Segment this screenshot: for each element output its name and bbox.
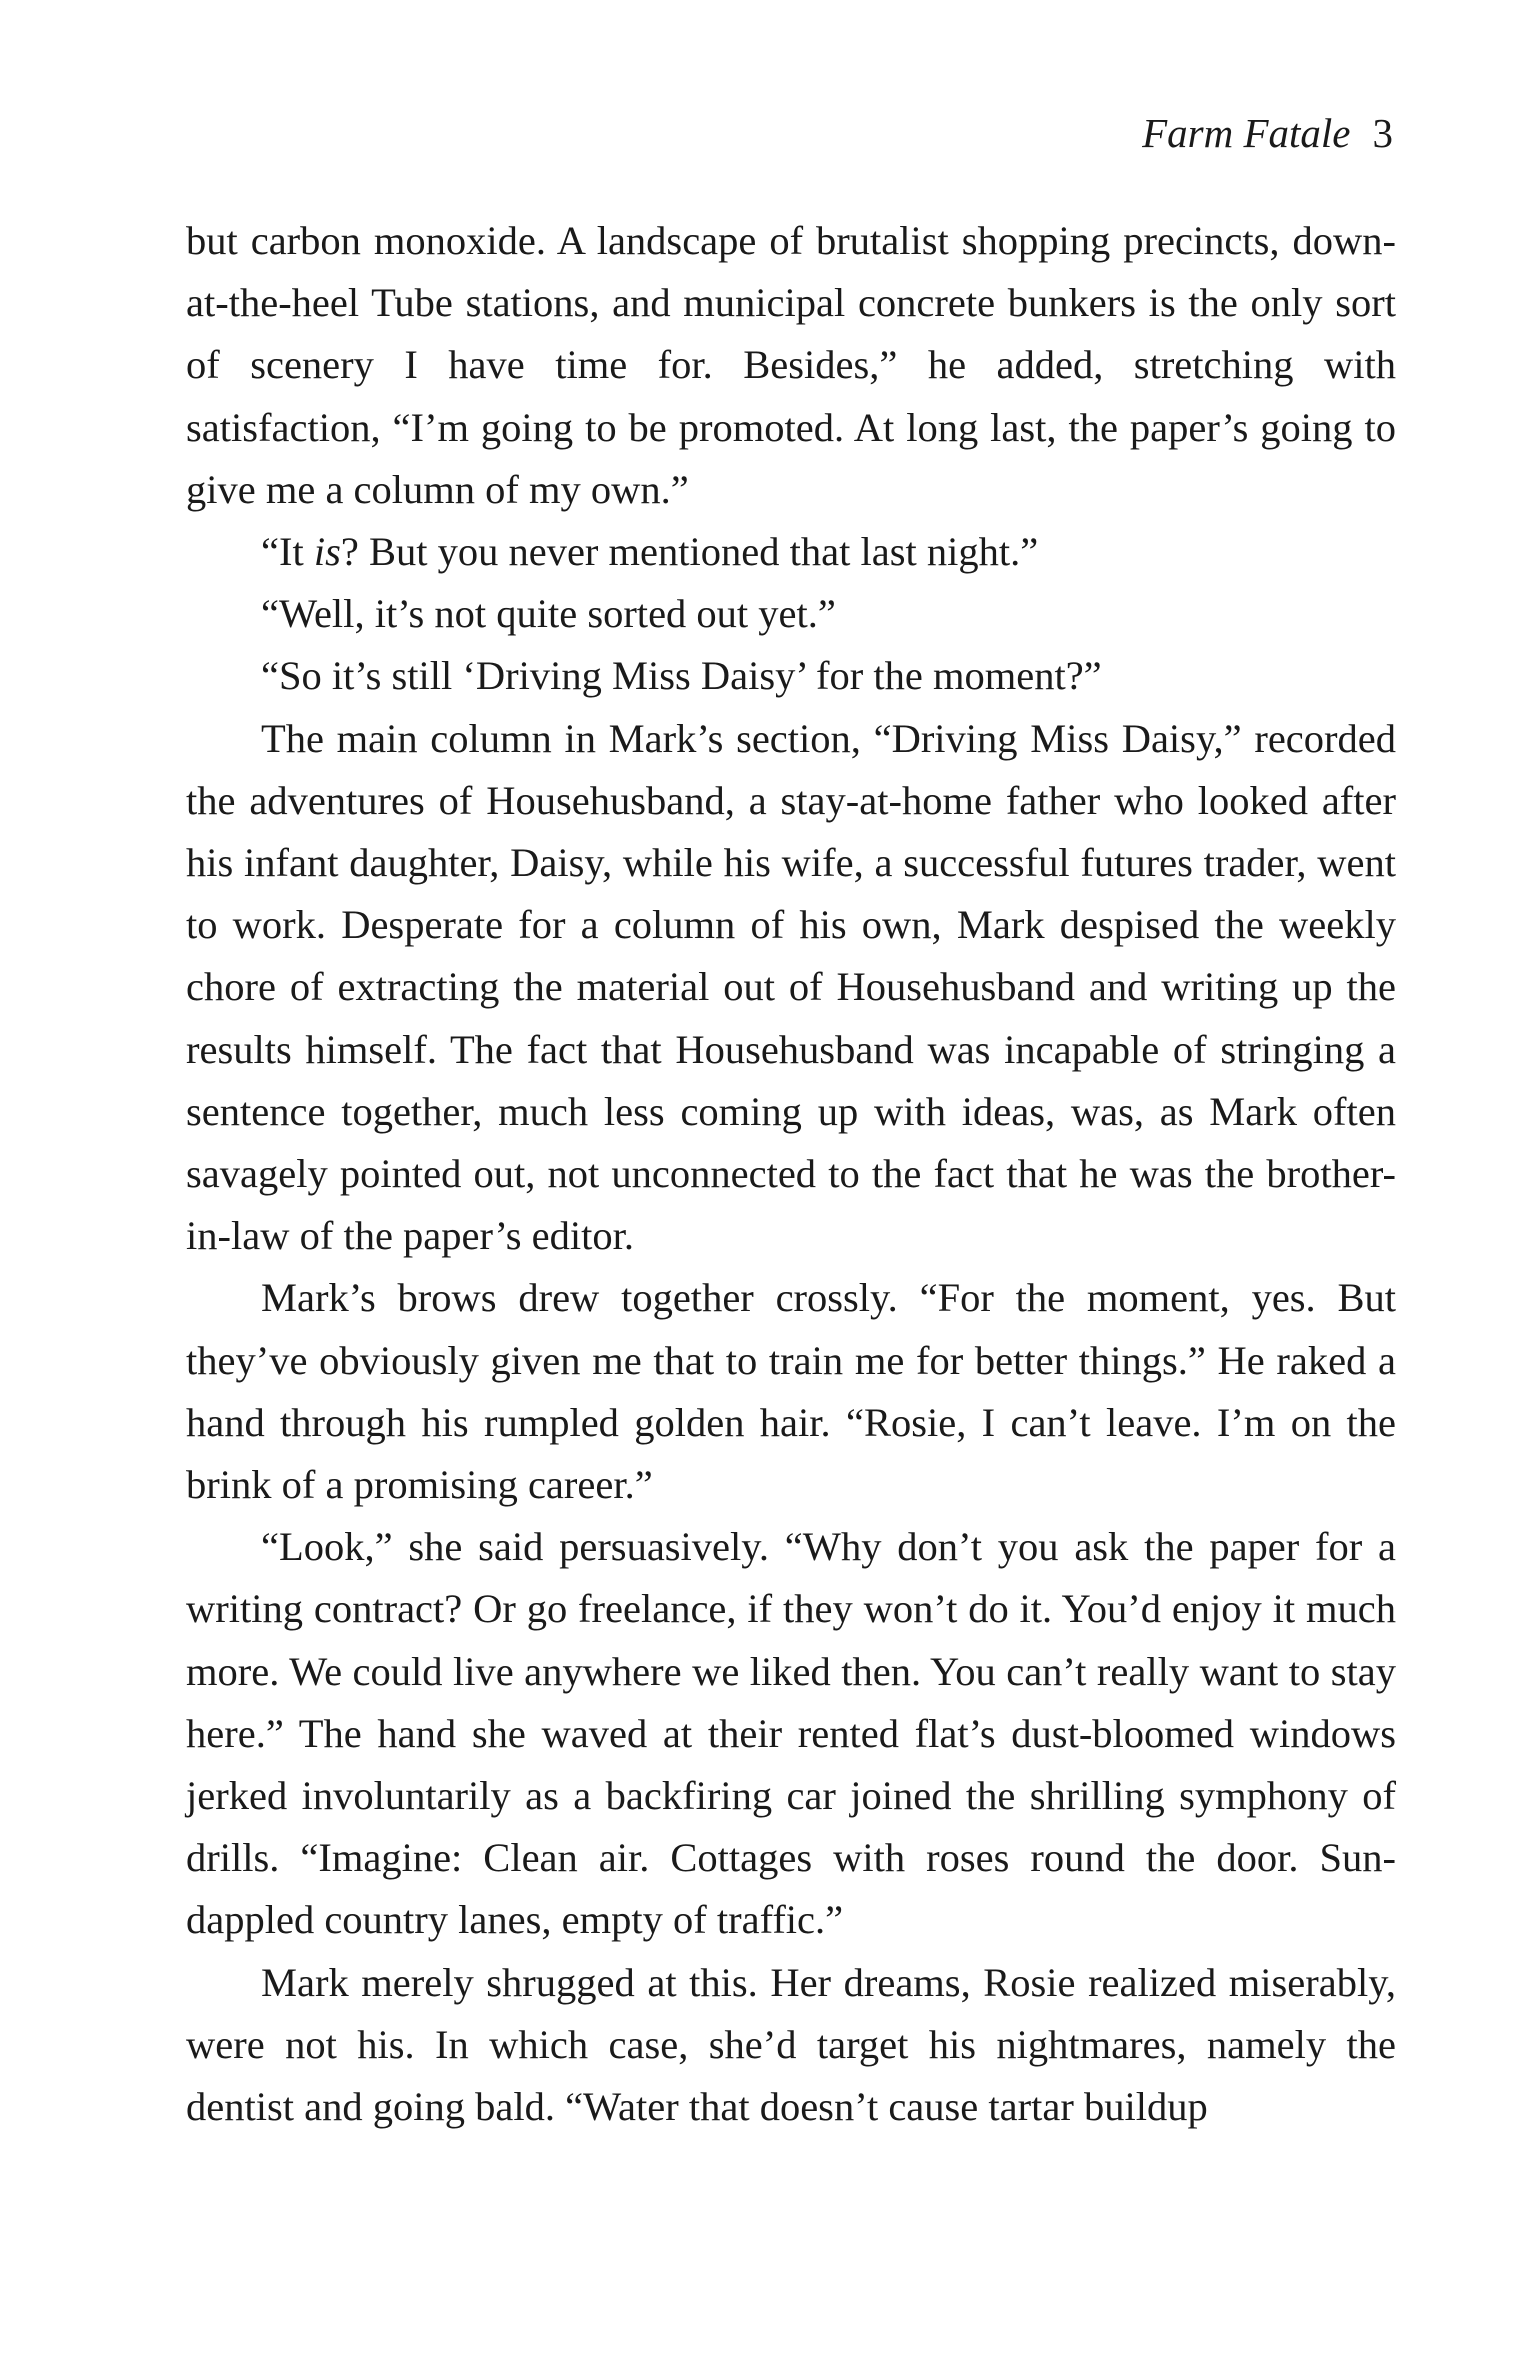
paragraph: but carbon monoxide. A landscape of brutalist shopping precincts, down-at-the-heel Tube stations, and municipal concrete bunkers is the only sort of scenery I have time for. Besides,” he added, stretching with satisfaction, “I’m going to be promoted. At long last, the paper’s going to give me a column of my own.” [186,218,1396,512]
paragraph: Mark merely shrugged at this. Her dreams, Rosie realized miserably, were not his. In which case, she’d target his nightmares, namely the dentist and going bald. “Water that doesn’t cause tartar buildup [186,1959,1396,2130]
running-head [1142,108,1393,158]
emphasis-text: is [313,529,341,575]
paragraph: Mark’s brows drew together crossly. “For the moment, yes. But they’ve obviously given me that to train me for better things.” He raked a hand through his rumpled golden hair. “Rosie, I can’t leave. I’m on the brink of a promising career.” [186,1275,1396,1508]
paragraph: “Well, it’s not quite sorted out yet.” [261,591,836,637]
paragraph: The main column in Mark’s section, “Driving Miss Daisy,” recorded the adventures of Househusband, a stay-at-home father who looked after his infant daughter, Daisy, while his wife, a successful futures trader, went to work. Desperate for a column of his own, Mark despised the weekly chore of extracting the material out of Househusband and writing up the results himself. The fact that Househusband was incapable of stringing a sentence together, much less coming up with ideas, was, as Mark often savagely pointed out, not unconnected to the fact that he was the brother-in-law of the paper’s editor. [186,715,1396,1259]
paragraph [186,521,1396,583]
paragraph: “So it’s still ‘Driving Miss Daisy’ for the moment?” [261,653,1102,699]
page-number: 3 [1372,110,1393,156]
book-title: Farm Fatale [1142,110,1351,156]
paragraph: “Look,” she said persuasively. “Why don’t you ask the paper for a writing contract? Or go freelance, if they won’t do it. You’d enjoy it much more. We could live anywhere we liked then. You can’t really want to stay here.” The hand she waved at their rented flat’s dust-bloomed windows jerked involuntarily as a backfiring car joined the shrilling symphony of drills. “Imagine: Clean air. Cottages with roses round the door. Sun-dappled country lanes, empty of traffic.” [186,1524,1396,1943]
paragraph-text: ? But you never mentioned that last night.” [340,529,1039,575]
body-text [186,210,1396,2138]
paragraph-text: “It [261,529,314,575]
